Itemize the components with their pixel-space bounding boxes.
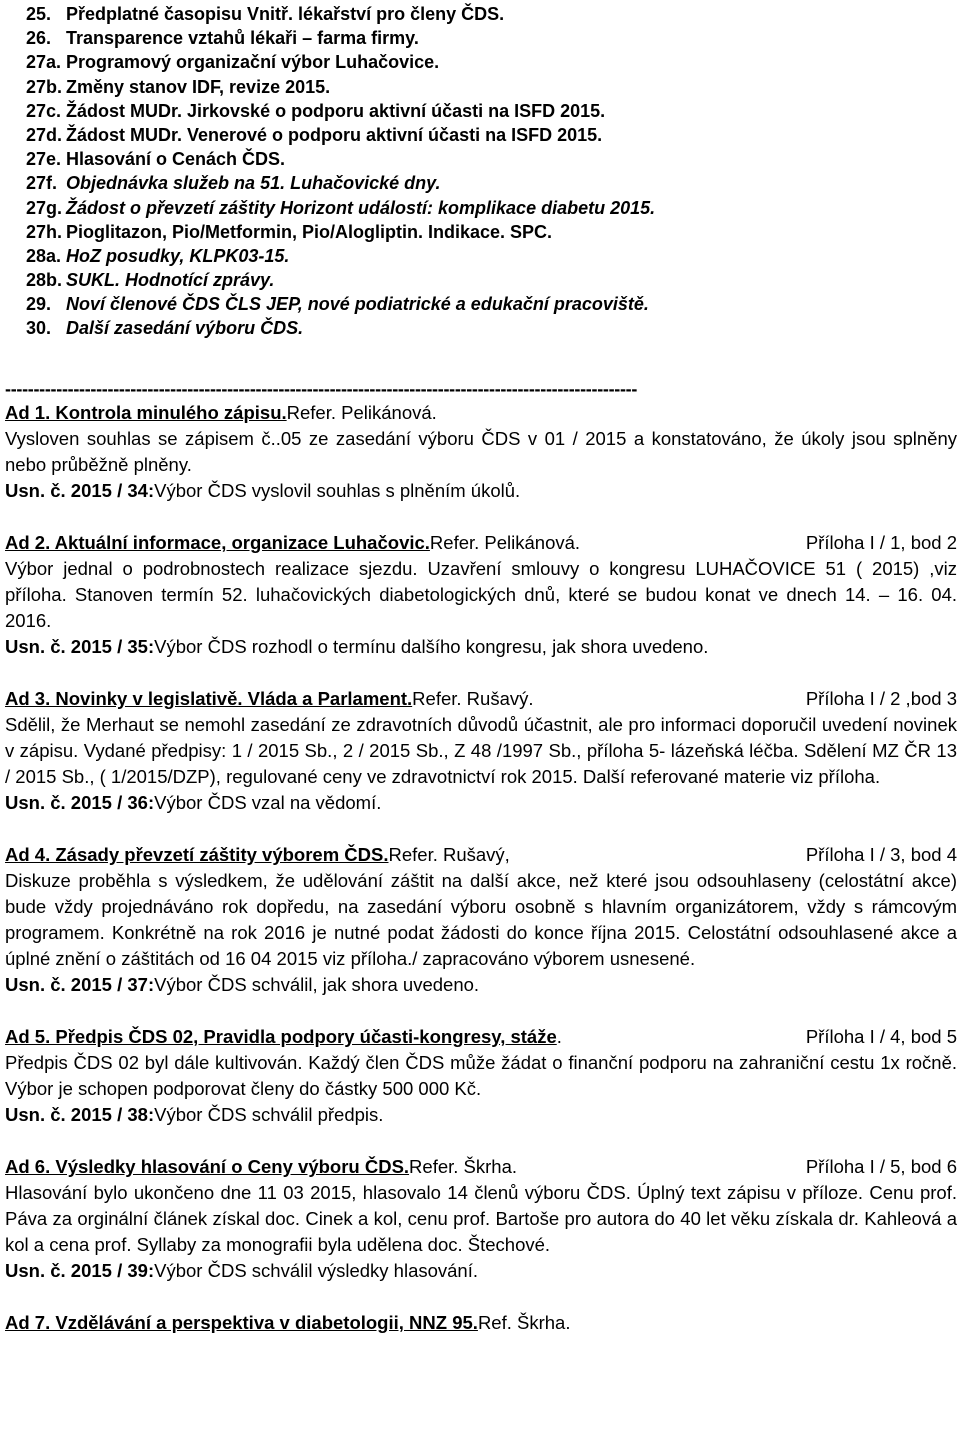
section-ad-3 xyxy=(5,686,957,816)
spacer xyxy=(510,842,806,868)
section-heading: Ad 7. Vzdělávání a perspektiva v diabetologii, NNZ 95. xyxy=(5,1312,478,1333)
resolution-text: Výbor ČDS vyslovil souhlas s plněním úkolů. xyxy=(154,480,521,501)
resolution-label: Usn. č. 2015 / 34: xyxy=(5,480,155,501)
section-text: Hlasování bylo ukončeno dne 11 03 2015, hlasovalo 14 členů výboru ČDS. Úplný text zápisu v příloze. Cenu prof. Páva za orginální článek získal doc. Cinek a kol, cenu prof. Bartoše pro autora do 40 let věku získala dr. Kahleová a kol a cena prof. Syllaby za monografii byla udělena doc. Štechové. xyxy=(5,1182,957,1255)
agenda-item: 29. Noví členové ČDS ČLS JEP, nové podiatrické a edukační pracoviště. xyxy=(26,294,649,315)
spacer xyxy=(5,998,957,1024)
agenda-item: 27b. Změny stanov IDF, revize 2015. xyxy=(26,76,331,97)
spacer xyxy=(5,1128,957,1154)
resolution-text: Výbor ČDS vzal na vědomí. xyxy=(154,792,382,813)
section-heading: Ad 5. Předpis ČDS 02, Pravidla podpory účasti-kongresy, stáže xyxy=(5,1026,557,1047)
resolution-text: Výbor ČDS rozhodl o termínu dalšího kongresu, jak shora uvedeno. xyxy=(154,636,709,657)
section-referent: . xyxy=(556,1026,562,1047)
spacer xyxy=(5,504,957,530)
resolution-text: Výbor ČDS schválil výsledky hlasování. xyxy=(154,1260,479,1281)
spacer xyxy=(5,816,957,842)
section-heading-row xyxy=(5,842,957,868)
section-ad-5 xyxy=(5,1024,957,1128)
agenda-item: 27a. Programový organizační výbor Luhačovice. xyxy=(26,52,440,73)
section-heading: Ad 2. Aktuální informace, organizace Luhačovic. xyxy=(5,532,430,553)
section-referent: Refer. Škrha. xyxy=(409,1156,518,1177)
section-heading-row xyxy=(5,400,957,426)
resolution-label: Usn. č. 2015 / 37: xyxy=(5,974,155,995)
spacer xyxy=(5,660,957,686)
section-ad-1 xyxy=(5,400,957,504)
section-text: Diskuze proběhla s výsledkem, že udělování záštit na další akce, než které jsou odsouhlaseny (celostátní akce) bude vždy projednáváno rok dopředu, na zasedání výboru osobně s hlavním organizátorem, vždy s rámcovým programem. Konkrétně na rok 2016 je nutné podat žádosti do konce října 2015. Celostátní odsouhlasené akce a úplné znění o záštitách od 16 04 2015 viz příloha./ zapracováno výborem usnesené. xyxy=(5,870,957,969)
resolution-label: Usn. č. 2015 / 39: xyxy=(5,1260,155,1281)
section-attachment: Příloha I / 4, bod 5 xyxy=(805,1026,957,1047)
agenda-item: 27f. Objednávka služeb na 51. Luhačovické dny. xyxy=(26,173,441,194)
resolution-row xyxy=(5,1258,957,1284)
section-attachment: Příloha I / 2 ,bod 3 xyxy=(805,688,957,709)
spacer xyxy=(562,1024,806,1050)
section-referent: Refer. Pelikánová. xyxy=(286,402,437,423)
section-heading: Ad 3. Novinky v legislativě. Vláda a Parlament. xyxy=(5,688,413,709)
agenda-item: 27d. Žádost MUDr. Venerové o podporu aktivní účasti na ISFD 2015. xyxy=(26,124,603,145)
resolution-label: Usn. č. 2015 / 38: xyxy=(5,1104,155,1125)
resolution-row xyxy=(5,972,957,998)
agenda-item: 27e. Hlasování o Cenách ČDS. xyxy=(26,149,286,170)
section-ad-2 xyxy=(5,530,957,660)
section-attachment: Příloha I / 3, bod 4 xyxy=(805,844,957,865)
agenda-item: 27g. Žádost o převzetí záštity Horizont událostí: komplikace diabetu 2015. xyxy=(26,197,656,218)
agenda-item: 25. Předplatné časopisu Vnitř. lékařství pro členy ČDS. xyxy=(26,4,505,24)
agenda-item: 27h. Pioglitazon, Pio/Metformin, Pio/Alogliptin. Indikace. SPC. xyxy=(26,221,553,242)
section-text: Vysloven souhlas se zápisem č..05 ze zasedání výboru ČDS v 01 / 2015 a konstatováno, že úkoly jsou splněny nebo průběžně plněny. xyxy=(5,428,957,475)
section-heading-row xyxy=(5,1310,957,1336)
separator-line: --------------------------------------------------------------------------------------------------------------- xyxy=(5,379,638,399)
section-heading-row xyxy=(5,1024,957,1050)
agenda-list xyxy=(26,2,946,341)
resolution-row xyxy=(5,478,957,504)
section-heading: Ad 6. Výsledky hlasování o Ceny výboru ČDS. xyxy=(5,1156,410,1177)
section-heading: Ad 1. Kontrola minulého zápisu. xyxy=(5,402,287,423)
agenda-item: 30. Další zasedání výboru ČDS. xyxy=(26,318,304,339)
section-heading-row xyxy=(5,1154,957,1180)
section-text: Sdělil, že Merhaut se nemohl zasedání ze zdravotních důvodů účastnit, ale pro informaci doporučil uvedení novinek v zápisu. Vydané předpisy: 1 / 2015 Sb., 2 / 2015 Sb., Z 48 /1997 Sb., příloha 5- lázeňská léčba. Sdělení MZ ČR 13 / 2015 Sb., ( 1/2015/DZP), regulované ceny ve zdravotnictví rok 2015. Další referované materie viz příloha. xyxy=(5,714,957,787)
spacer xyxy=(5,1284,957,1310)
resolution-text: Výbor ČDS schválil, jak shora uvedeno. xyxy=(154,974,480,995)
section-heading: Ad 4. Zásady převzetí záštity výborem ČDS. xyxy=(5,844,389,865)
spacer xyxy=(534,686,806,712)
agenda-item: 28a. HoZ posudky, KLPK03-15. xyxy=(26,245,290,266)
spacer xyxy=(580,530,806,556)
resolution-label: Usn. č. 2015 / 35: xyxy=(5,636,155,657)
section-ad-6 xyxy=(5,1154,957,1284)
section-heading-row xyxy=(5,530,957,556)
resolution-label: Usn. č. 2015 / 36: xyxy=(5,792,155,813)
section-text: Předpis ČDS 02 byl dále kultivován. Každý člen ČDS může žádat o finanční podporu na zahraniční cestu 1x ročně. Výbor je schopen podporovat členy do částky 500 000 Kč. xyxy=(5,1052,957,1099)
section-referent: Ref. Škrha. xyxy=(477,1312,571,1333)
agenda-item: 28b. SUKL. Hodnotící zprávy. xyxy=(26,270,275,291)
section-heading-row xyxy=(5,686,957,712)
agenda-item: 26. Transparence vztahů lékaři – farma firmy. xyxy=(26,28,419,49)
section-ad-4 xyxy=(5,842,957,998)
resolution-row xyxy=(5,1102,957,1128)
section-attachment: Příloha I / 5, bod 6 xyxy=(805,1156,957,1177)
agenda-item: 27c. Žádost MUDr. Jirkovské o podporu aktivní účasti na ISFD 2015. xyxy=(26,100,606,121)
resolution-row xyxy=(5,790,957,816)
section-attachment: Příloha I / 1, bod 2 xyxy=(805,532,957,553)
spacer xyxy=(517,1154,806,1180)
section-referent: Refer. Pelikánová. xyxy=(429,532,581,553)
resolution-row xyxy=(5,634,957,660)
section-referent: Refer. Rušavý. xyxy=(412,688,534,709)
resolution-text: Výbor ČDS schválil předpis. xyxy=(154,1104,384,1125)
section-referent: Refer. Rušavý, xyxy=(388,844,510,865)
section-text: Výbor jednal o podrobnostech realizace sjezdu. Uzavření smlouvy o kongresu LUHAČOVICE 51 ( 2015) ,viz příloha. Stanoven termín 52. luhačovických diabetologických dnů, které se budou konat ve dnech 14. – 16. 04. 2016. xyxy=(5,558,957,631)
section-ad-7 xyxy=(5,1310,957,1336)
minutes-body xyxy=(5,400,957,1336)
